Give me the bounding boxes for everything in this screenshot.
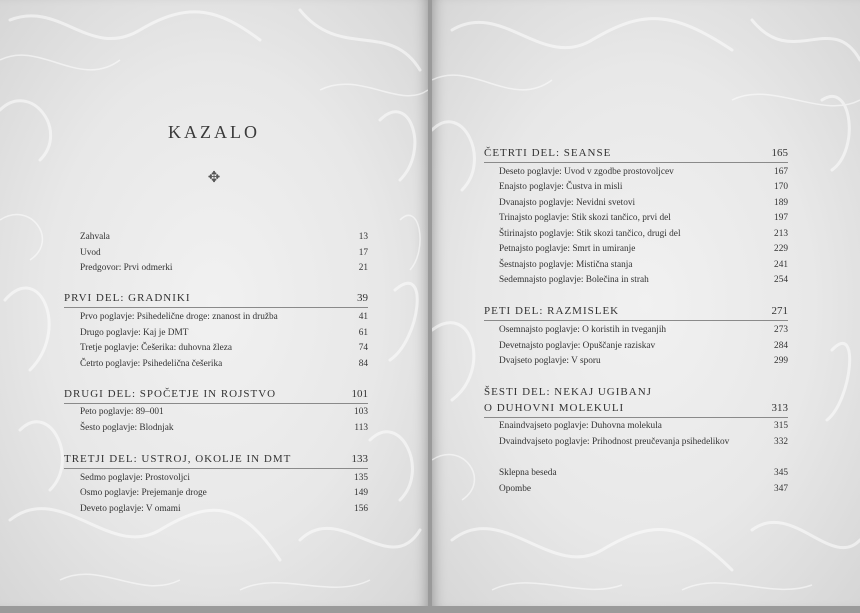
entry-title: Sedmo poglavje: Prostovoljci <box>80 473 191 483</box>
part-title: PRVI DEL: GRADNIKI <box>64 292 191 304</box>
entry-title: Osemnajsto poglavje: O koristih in tveganjih <box>499 325 667 335</box>
part-heading <box>64 292 368 308</box>
entry-title: Zahvala <box>80 232 110 242</box>
part-heading <box>64 388 368 404</box>
entry-page: 135 <box>354 473 368 483</box>
toc-entry <box>499 436 788 448</box>
part-heading <box>64 453 368 469</box>
entry-title: Sklepna beseda <box>499 468 557 478</box>
toc-entry <box>80 231 368 243</box>
part-title: DRUGI DEL: SPOČETJE IN ROJSTVO <box>64 388 277 400</box>
part-page: 165 <box>771 147 788 159</box>
entry-page: 315 <box>774 421 788 431</box>
entry-page: 189 <box>774 198 788 208</box>
entry-title: Dvajseto poglavje: V sporu <box>499 356 601 366</box>
toc-entry <box>80 262 368 274</box>
part-page: 133 <box>351 453 368 465</box>
entry-title: Devetnajsto poglavje: Opuščanje raziskav <box>499 341 656 351</box>
entry-page: 74 <box>358 343 368 353</box>
part-title-line1: ŠESTI DEL: NEKAJ UGIBANJ <box>484 386 652 398</box>
entry-page: 41 <box>358 312 368 322</box>
entry-title: Tretje poglavje: Češerika: duhovna žleza <box>80 343 232 353</box>
entry-page: 284 <box>774 341 788 351</box>
entry-title: Enaindvajseto poglavje: Duhovna molekula <box>499 421 662 431</box>
part-heading <box>484 305 788 321</box>
toc-entry <box>499 228 788 240</box>
entry-page: 103 <box>354 407 368 417</box>
entry-title: Opombe <box>499 484 532 494</box>
toc-entry <box>499 181 788 193</box>
entry-page: 167 <box>774 167 788 177</box>
toc-entry <box>499 243 788 255</box>
page-title: KAZALO <box>168 122 260 142</box>
toc-entry <box>80 472 368 484</box>
entry-title: Deseto poglavje: Uvod v zgodbe prostovoljcev <box>499 167 674 177</box>
toc-entry <box>499 340 788 352</box>
entry-page: 170 <box>774 182 788 192</box>
right-page <box>432 0 860 606</box>
part-page: 39 <box>357 292 368 304</box>
entry-title: Trinajsto poglavje: Stik skozi tančico, prvi del <box>499 213 671 223</box>
entry-page: 197 <box>774 213 788 223</box>
toc-entry <box>499 197 788 209</box>
part-title: PETI DEL: RAZMISLEK <box>484 305 620 317</box>
entry-page: 241 <box>774 260 788 270</box>
entry-page: 347 <box>774 484 788 494</box>
toc-entry <box>80 406 368 418</box>
part-heading <box>484 402 788 418</box>
toc-entry <box>499 166 788 178</box>
entry-page: 113 <box>354 423 368 433</box>
entry-page: 156 <box>354 504 368 514</box>
entry-page: 299 <box>774 356 788 366</box>
toc-entry <box>499 483 788 495</box>
entry-title: Prvo poglavje: Psihedelične droge: znanost in družba <box>80 312 278 322</box>
part-title: O DUHOVNI MOLEKULI <box>484 402 625 414</box>
part-page: 101 <box>351 388 368 400</box>
toc-entry <box>80 358 368 370</box>
entry-title: Petnajsto poglavje: Smrt in umiranje <box>499 244 636 254</box>
ornament-icon: ✥ <box>207 170 221 186</box>
toc-entry <box>499 274 788 286</box>
entry-page: 13 <box>358 232 368 242</box>
entry-title: Osmo poglavje: Prejemanje droge <box>80 488 207 498</box>
part-title: TRETJI DEL: USTROJ, OKOLJE IN DMT <box>64 453 292 465</box>
toc-entry <box>80 342 368 354</box>
part-heading <box>484 147 788 163</box>
entry-page: 345 <box>774 468 788 478</box>
entry-title: Dvanajsto poglavje: Nevidni svetovi <box>499 198 636 208</box>
toc-entry <box>499 420 788 432</box>
entry-page: 149 <box>354 488 368 498</box>
toc-entry <box>80 327 368 339</box>
toc-entry <box>80 503 368 515</box>
entry-page: 17 <box>358 248 368 258</box>
toc-entry <box>80 487 368 499</box>
entry-title: Predgovor: Prvi odmerki <box>80 263 173 273</box>
entry-title: Enajsto poglavje: Čustva in misli <box>499 182 623 192</box>
entry-page: 84 <box>358 359 368 369</box>
toc-entry <box>499 355 788 367</box>
part-page: 313 <box>771 402 788 414</box>
entry-title: Štirinajsto poglavje: Stik skozi tančico, drugi del <box>499 229 681 239</box>
part-title: ČETRTI DEL: SEANSE <box>484 147 612 159</box>
toc-entry <box>80 311 368 323</box>
entry-title: Drugo poglavje: Kaj je DMT <box>80 328 189 338</box>
toc-entry <box>80 247 368 259</box>
entry-page: 213 <box>774 229 788 239</box>
part-page: 271 <box>771 305 788 317</box>
entry-title: Četrto poglavje: Psihedelična češerika <box>80 359 223 369</box>
toc-entry <box>499 467 788 479</box>
toc-entry <box>499 212 788 224</box>
entry-page: 254 <box>774 275 788 285</box>
entry-title: Šestnajsto poglavje: Mistična stanja <box>499 260 633 270</box>
toc-entry <box>80 422 368 434</box>
entry-title: Šesto poglavje: Blodnjak <box>80 423 174 433</box>
left-page <box>0 0 428 606</box>
entry-title: Deveto poglavje: V omami <box>80 504 181 514</box>
entry-title: Peto poglavje: 89–001 <box>80 407 164 417</box>
entry-page: 21 <box>358 263 368 273</box>
entry-page: 61 <box>358 328 368 338</box>
entry-title: Sedemnajsto poglavje: Bolečina in strah <box>499 275 649 285</box>
toc-entry <box>499 259 788 271</box>
entry-title: Dvaindvajseto poglavje: Prihodnost preučevanja psihedelikov <box>499 437 730 447</box>
entry-title: Uvod <box>80 248 101 258</box>
entry-page: 332 <box>774 437 788 447</box>
toc-entry <box>499 324 788 336</box>
entry-page: 229 <box>774 244 788 254</box>
entry-page: 273 <box>774 325 788 335</box>
